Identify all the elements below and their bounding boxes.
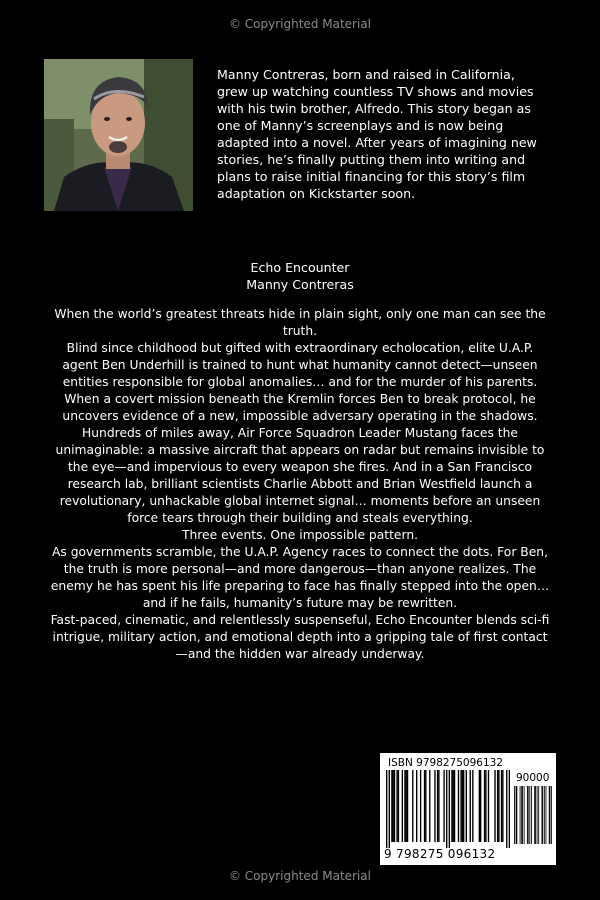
barcode-bar bbox=[424, 770, 425, 842]
barcode-bar bbox=[497, 770, 498, 842]
blurb-line: research lab, brilliant scientists Charlie Abbott and Brian Westfield launch a bbox=[67, 477, 533, 491]
barcode-bar bbox=[463, 770, 464, 842]
blurb-line: agent Ben Underhill is trained to hunt what humanity cannot detect—unseen bbox=[62, 358, 538, 372]
barcode-bar bbox=[470, 770, 471, 842]
book-author: Manny Contreras bbox=[246, 277, 354, 292]
author-portrait-icon bbox=[44, 59, 193, 211]
barcode-bar bbox=[437, 770, 438, 842]
addon-bar bbox=[537, 786, 538, 844]
barcode-bar bbox=[458, 770, 459, 842]
barcode-bar bbox=[502, 770, 503, 842]
blurb-line: Fast-paced, cinematic, and relentlessly suspenseful, Echo Encounter blends sci-fi bbox=[50, 613, 550, 627]
addon-bar bbox=[541, 786, 542, 844]
addon-bar bbox=[551, 786, 552, 844]
barcode-bar bbox=[501, 770, 502, 842]
barcode-bar bbox=[420, 770, 421, 842]
barcode-bar bbox=[443, 770, 444, 842]
addon-bar bbox=[542, 786, 543, 844]
barcode-bar bbox=[479, 770, 480, 842]
barcode-bar bbox=[453, 770, 454, 842]
blurb-line: the eye—and impervious to every weapon she fires. And in a San Francisco bbox=[67, 460, 533, 474]
blurb-line: enemy he has spent his life preparing to face has finally stepped into the open… bbox=[50, 579, 550, 593]
blurb-line: the truth is more personal—and more dangerous—than anyone realizes. The bbox=[63, 562, 537, 576]
addon-bar bbox=[546, 786, 547, 844]
barcode-bar bbox=[438, 770, 439, 842]
book-blurb bbox=[0, 306, 600, 663]
blurb-line: unimaginable: a massive aircraft that appears on radar but remains invisible to bbox=[55, 443, 545, 457]
blurb-line: entities responsible for global anomalies… and for the murder of his parents. bbox=[62, 375, 538, 389]
bio-line: with his twin brother, Alfredo. This story began as bbox=[217, 101, 531, 116]
barcode-bar bbox=[509, 770, 510, 848]
copyright-watermark-top: © Copyrighted Material bbox=[228, 17, 371, 31]
barcode-bar bbox=[460, 770, 461, 842]
barcode-bar bbox=[506, 770, 507, 848]
blurb-line: uncovers evidence of a new, impossible adversary operating in the shadows. bbox=[62, 409, 538, 423]
blurb-line: When the world’s greatest threats hide in plain sight, only one man can see the bbox=[54, 307, 546, 321]
barcode-bar bbox=[398, 770, 399, 842]
barcode-bar bbox=[488, 770, 489, 842]
bio-line: plans to raise initial financing for this story’s film bbox=[217, 169, 526, 184]
blurb-line: and if he fails, humanity’s future may be rewritten. bbox=[142, 596, 458, 610]
barcode-bar bbox=[396, 770, 397, 842]
barcode-bar bbox=[404, 770, 405, 842]
blurb-line: —and the hidden war already underway. bbox=[175, 647, 425, 661]
addon-bar bbox=[516, 786, 517, 844]
copyright-watermark-bottom: © Copyrighted Material bbox=[228, 869, 371, 883]
barcode-bar bbox=[434, 770, 435, 842]
barcode-bars-icon bbox=[386, 770, 510, 848]
barcode-bar bbox=[389, 770, 390, 848]
author-photo bbox=[44, 59, 193, 211]
addon-barcode-icon bbox=[514, 786, 552, 844]
barcode-bar bbox=[472, 770, 473, 842]
barcode-bar bbox=[394, 770, 395, 842]
addon-bar bbox=[516, 786, 517, 844]
addon-bar bbox=[528, 786, 529, 844]
barcode-bar bbox=[454, 770, 455, 842]
price-code: 90000 bbox=[516, 772, 550, 784]
bio-line: one of Manny’s screenplays and is now being bbox=[217, 118, 504, 133]
isbn-label: ISBN 9798275096132 bbox=[388, 757, 504, 769]
barcode-bar bbox=[480, 770, 481, 842]
addon-bar bbox=[531, 786, 532, 844]
blurb-line: As governments scramble, the U.A.P. Agency races to connect the dots. For Ben, bbox=[52, 545, 548, 559]
author-bio bbox=[217, 66, 572, 202]
barcode-bar bbox=[416, 770, 417, 842]
bio-line: stories, he’s finally putting them into writing and bbox=[217, 152, 526, 167]
barcode-digits: 9 798275 096132 bbox=[384, 847, 496, 861]
blurb-line: force tears through their building and steals everything. bbox=[127, 511, 473, 525]
barcode-bar bbox=[494, 770, 495, 842]
barcode-bar bbox=[406, 770, 407, 842]
bio-line: adaptation on Kickstarter soon. bbox=[217, 186, 416, 201]
barcode-bar bbox=[498, 770, 499, 842]
barcode-bar bbox=[485, 770, 486, 842]
blurb-line: Hundreds of miles away, Air Force Squadron Leader Mustang faces the bbox=[82, 426, 518, 440]
barcode-bar bbox=[451, 770, 452, 842]
addon-bar bbox=[538, 786, 539, 844]
addon-bar bbox=[527, 786, 528, 844]
barcode-bar bbox=[391, 770, 392, 842]
barcode-bar bbox=[484, 770, 485, 842]
addon-bar bbox=[514, 786, 515, 844]
blurb-line: intrigue, military action, and emotional depth into a gripping tale of first contact bbox=[52, 630, 548, 644]
blurb-line: truth. bbox=[282, 324, 318, 338]
barcode-bar bbox=[466, 770, 467, 842]
addon-bar bbox=[544, 786, 545, 844]
addon-bar bbox=[522, 786, 523, 844]
barcode-bar bbox=[402, 770, 403, 842]
barcode-bar bbox=[393, 770, 394, 842]
barcode-bar bbox=[462, 770, 463, 842]
addon-bar bbox=[535, 786, 536, 844]
title-block bbox=[0, 259, 600, 293]
blurb-line: Blind since childhood but gifted with extraordinary echolocation, elite U.A.P. bbox=[66, 341, 534, 355]
barcode-bar bbox=[412, 770, 413, 842]
bio-line: Manny Contreras, born and raised in California, bbox=[217, 67, 515, 82]
bio-line: adapted into a novel. After years of imagining new bbox=[217, 135, 537, 150]
barcode-bar bbox=[425, 770, 426, 842]
addon-bar bbox=[534, 786, 535, 844]
barcode-bar bbox=[449, 770, 450, 848]
addon-bar bbox=[549, 786, 550, 844]
isbn-barcode-box bbox=[380, 753, 556, 865]
book-title: Echo Encounter bbox=[250, 260, 350, 275]
addon-bar bbox=[529, 786, 530, 844]
barcode-bar bbox=[386, 770, 387, 848]
addon-bar bbox=[521, 786, 522, 844]
addon-bar bbox=[524, 786, 525, 844]
addon-bar bbox=[520, 786, 521, 844]
blurb-line: Three events. One impossible pattern. bbox=[181, 528, 419, 542]
barcode-bar bbox=[407, 770, 408, 842]
blurb-line: revolutionary, unhackable global internet signal… moments before an unseen bbox=[59, 494, 541, 508]
bio-line: grew up watching countless TV shows and movies bbox=[217, 84, 534, 99]
barcode-bar bbox=[429, 770, 430, 842]
barcode-bar bbox=[446, 770, 447, 848]
blurb-line: When a covert mission beneath the Kremlin forces Ben to break protocol, he bbox=[64, 392, 536, 406]
addon-bar bbox=[550, 786, 551, 844]
